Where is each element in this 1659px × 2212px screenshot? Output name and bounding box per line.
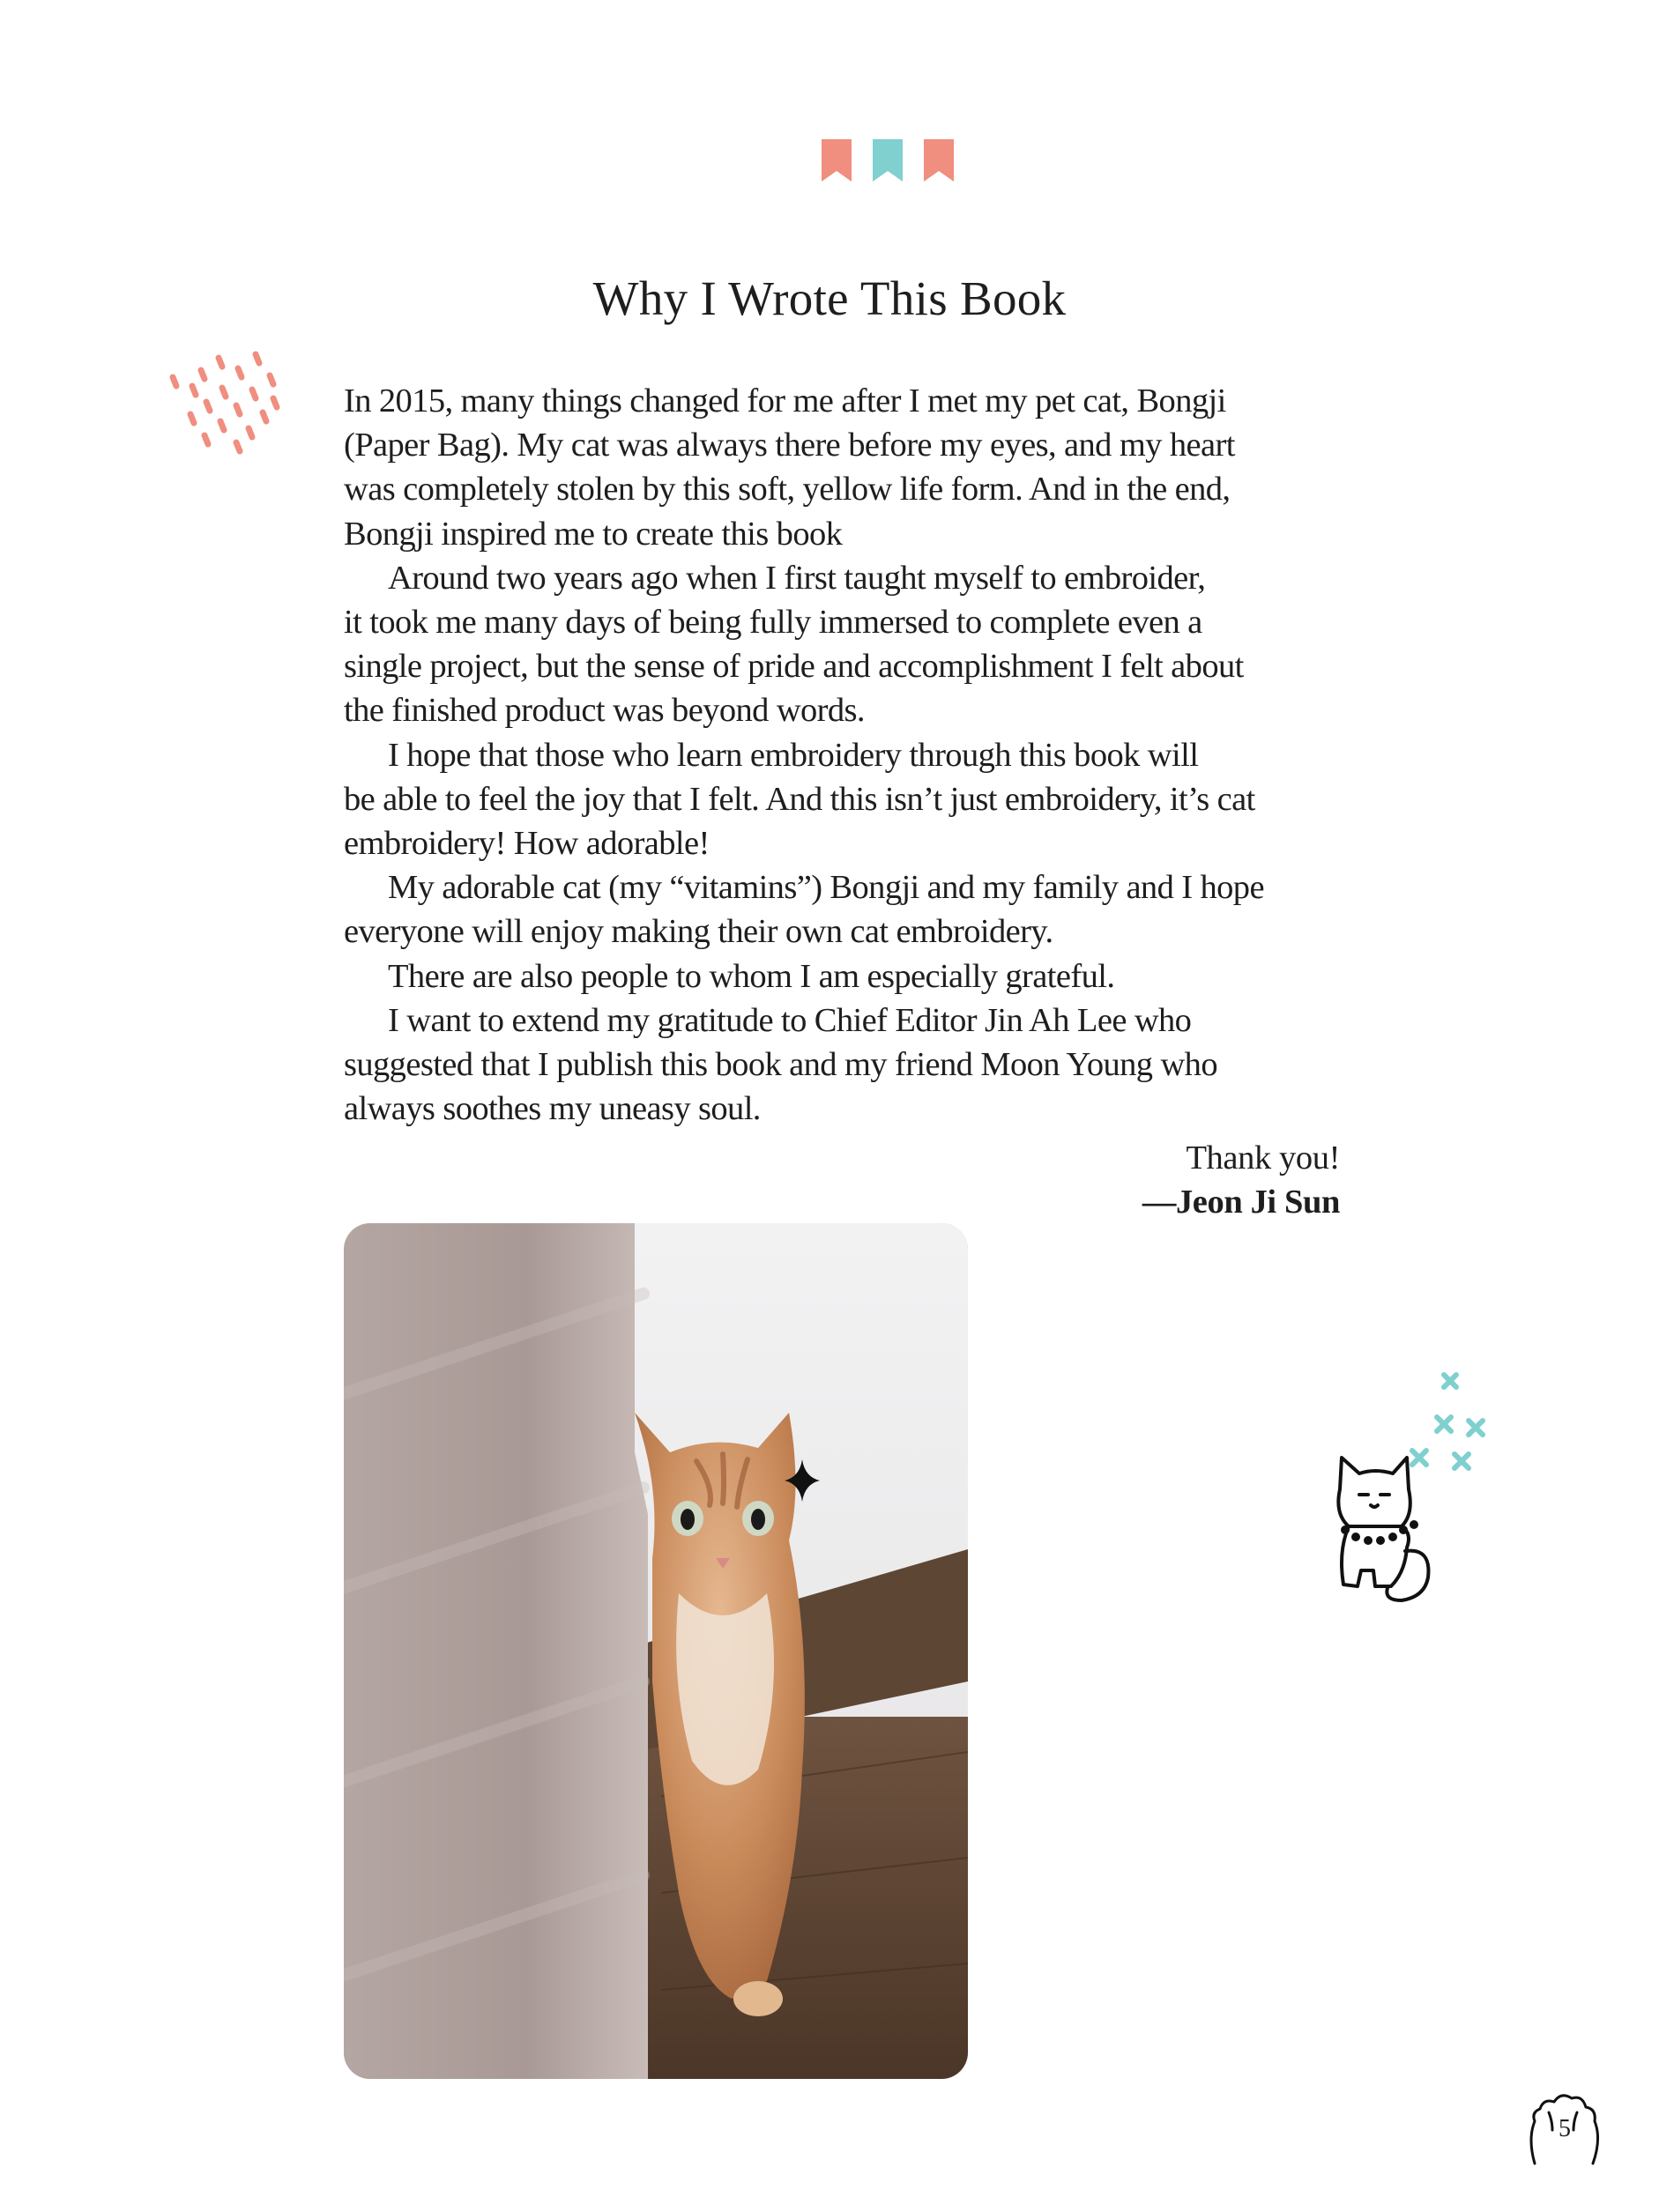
cat-photo (344, 1223, 968, 2079)
page-title: Why I Wrote This Book (592, 271, 1067, 325)
body-line: single project, but the sense of pride and accomplishment I felt about (344, 648, 1244, 686)
body-line: be able to feel the joy that I felt. And this isn’t just embroidery, it’s cat (344, 780, 1255, 818)
body-line: My adorable cat (my “vitamins”) Bongji and my family and I hope (388, 869, 1264, 907)
body-line: always soothes my uneasy soul. (344, 1090, 761, 1128)
body-line: the finished product was beyond words. (344, 692, 865, 730)
orange-tabby-cat-photo (344, 1223, 968, 2079)
body-line: Bongji inspired me to create this book (344, 515, 843, 553)
body-line: it took me many days of being fully immersed to complete even a (344, 604, 1202, 642)
closing-text: Thank you! (1186, 1139, 1340, 1177)
author-signature: —Jeon Ji Sun (1142, 1184, 1340, 1221)
coral-dashes-icon (167, 351, 284, 458)
cat-doodle-icon (1322, 1366, 1525, 1613)
body-line: Around two years ago when I first taught myself to embroider, (388, 559, 1206, 597)
body-line: In 2015, many things changed for me after I met my pet cat, Bongji (344, 382, 1226, 419)
page-number: 5 (1559, 2115, 1571, 2142)
body-line: There are also people to whom I am especially grateful. (388, 957, 1115, 995)
body-line: I want to extend my gratitude to Chief Editor Jin Ah Lee who (388, 1001, 1192, 1039)
body-line: embroidery! How adorable! (344, 825, 710, 863)
signoff (970, 1136, 1340, 1224)
bunting-flags-icon (820, 137, 961, 183)
body-line: (Paper Bag). My cat was always there before my eyes, and my heart (344, 427, 1235, 464)
cross-stitch-icon (1412, 1375, 1483, 1468)
body-line: I hope that those who learn embroidery through this book will (388, 736, 1199, 774)
body-line: was completely stolen by this soft, yellow life form. And in the end, (344, 471, 1231, 508)
body-line: suggested that I publish this book and my friend Moon Young who (344, 1046, 1217, 1084)
body-line: everyone will enjoy making their own cat embroidery. (344, 913, 1053, 951)
body-text (344, 379, 1349, 1131)
